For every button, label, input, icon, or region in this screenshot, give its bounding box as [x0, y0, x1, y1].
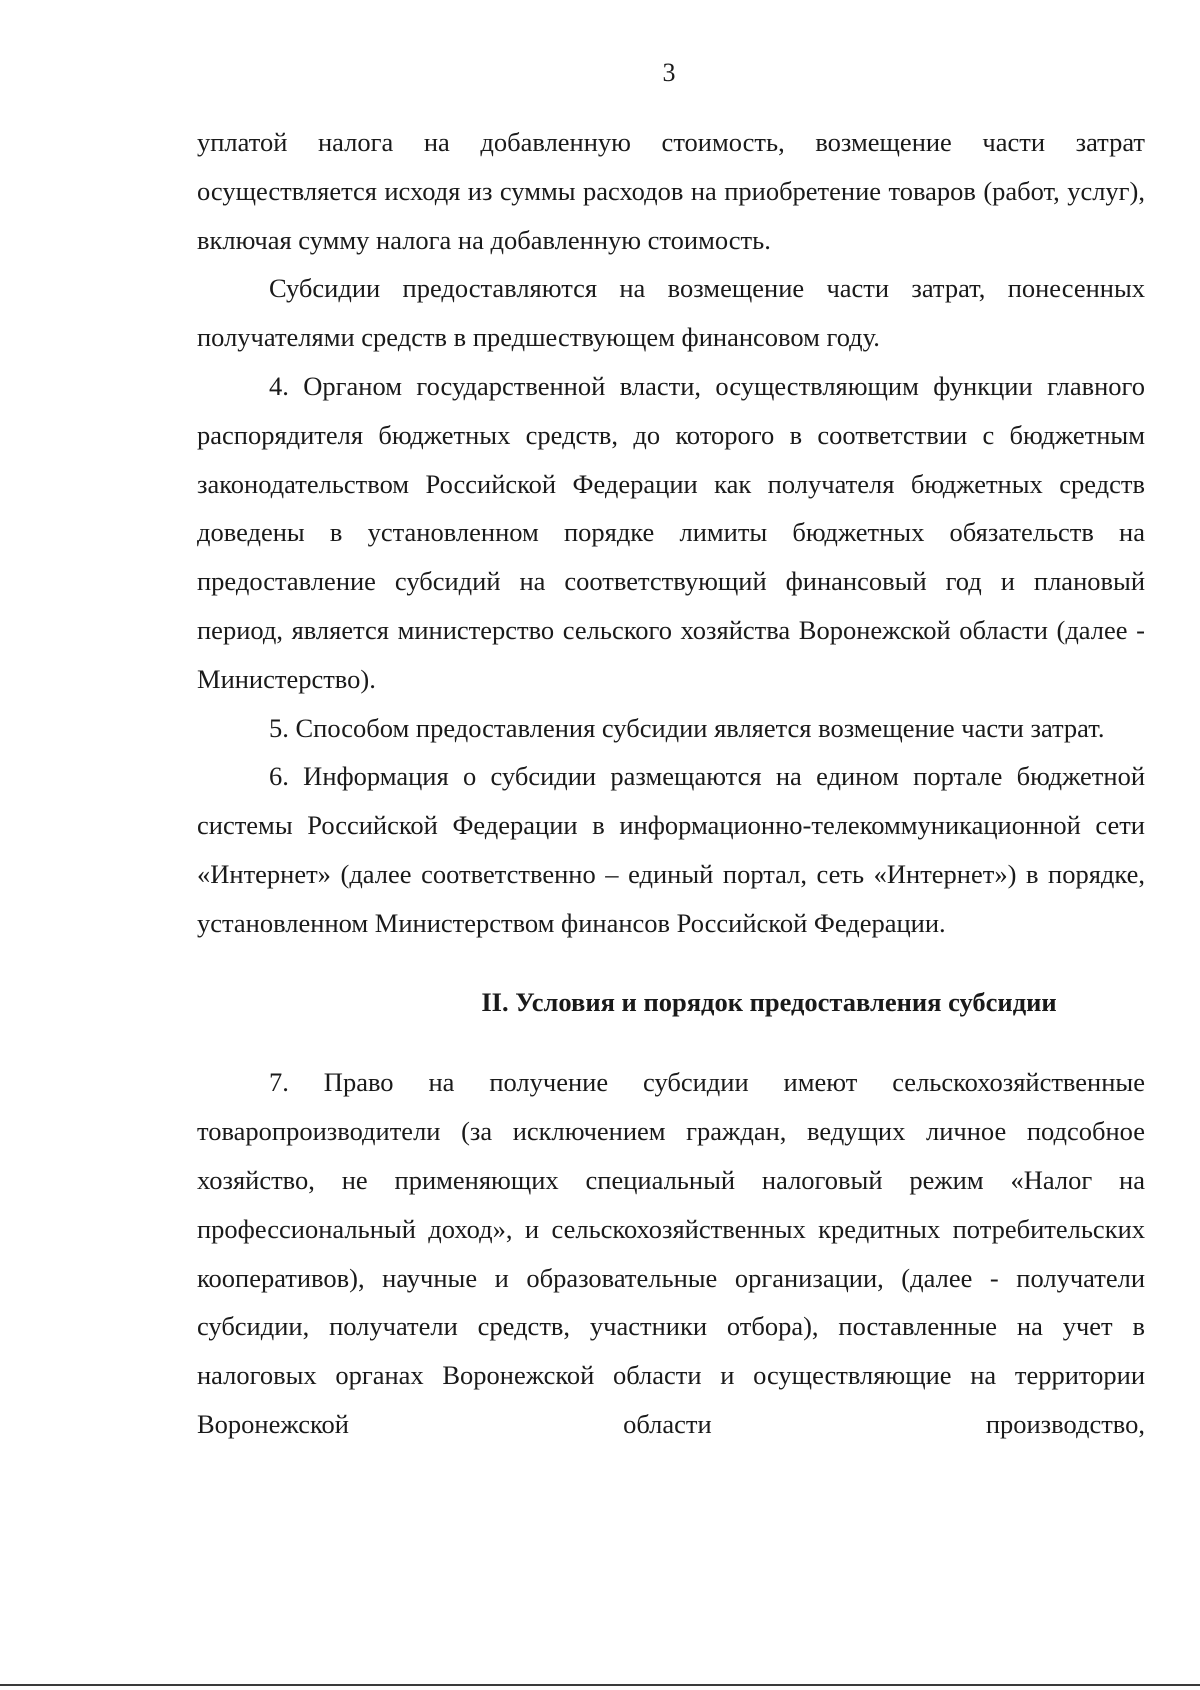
paragraph-subsidy-costs: Субсидии предоставляются на возмещение части затрат, понесенных получателями средств в предшествующем финансовом году.	[197, 273, 1145, 353]
paragraph-item-5: 5. Способом предоставления субсидии является возмещение части затрат.	[269, 712, 1105, 743]
paragraph-item-4: 4. Органом государственной власти, осуществляющим функции главного распорядителя бюджетных средств, до которого в соответствии с бюджетным законодательством Российской Федерации как получателя бюджетных средств доведены в установленном порядке лимиты бюджетных обязательств на предоставление субсидий на соответствующий финансовый год и плановый период, является министерство сельского хозяйства Воронежской области (далее - Министерство).	[197, 370, 1145, 694]
paragraph-item-6: 6. Информация о субсидии размещаются на едином портале бюджетной системы Российской Федерации в информационно-телекоммуникационной сети «Интернет» (далее соответственно – единый портал, сеть «Интернет») в порядке, установленном Министерством финансов Российской Федерации.	[197, 761, 1145, 938]
page-number: 3	[662, 58, 676, 87]
bottom-scan-edge-line	[0, 1684, 1200, 1686]
paragraph-vat-continuation: уплатой налога на добавленную стоимость, возмещение части затрат осуществляется исходя из суммы расходов на приобретение товаров (работ, услуг), включая сумму налога на добавленную стоимость.	[197, 127, 1145, 255]
section-heading: II. Условия и порядок предоставления субсидии	[481, 986, 1057, 1017]
document-body	[197, 118, 1145, 1449]
paragraph-item-7: 7. Право на получение субсидии имеют сельскохозяйственные товаропроизводители (за исключением граждан, ведущих личное подсобное хозяйство, не применяющих специальный налоговый режим «Налог на профессиональный доход», и сельскохозяйственных кредитных потребительских кооперативов), научные и образовательные организации, (далее - получатели субсидии, получатели средств, участники отбора), поставленные на учет в налоговых органах Воронежской области и осуществляющие на территории Воронежской области производство,	[197, 1067, 1145, 1439]
